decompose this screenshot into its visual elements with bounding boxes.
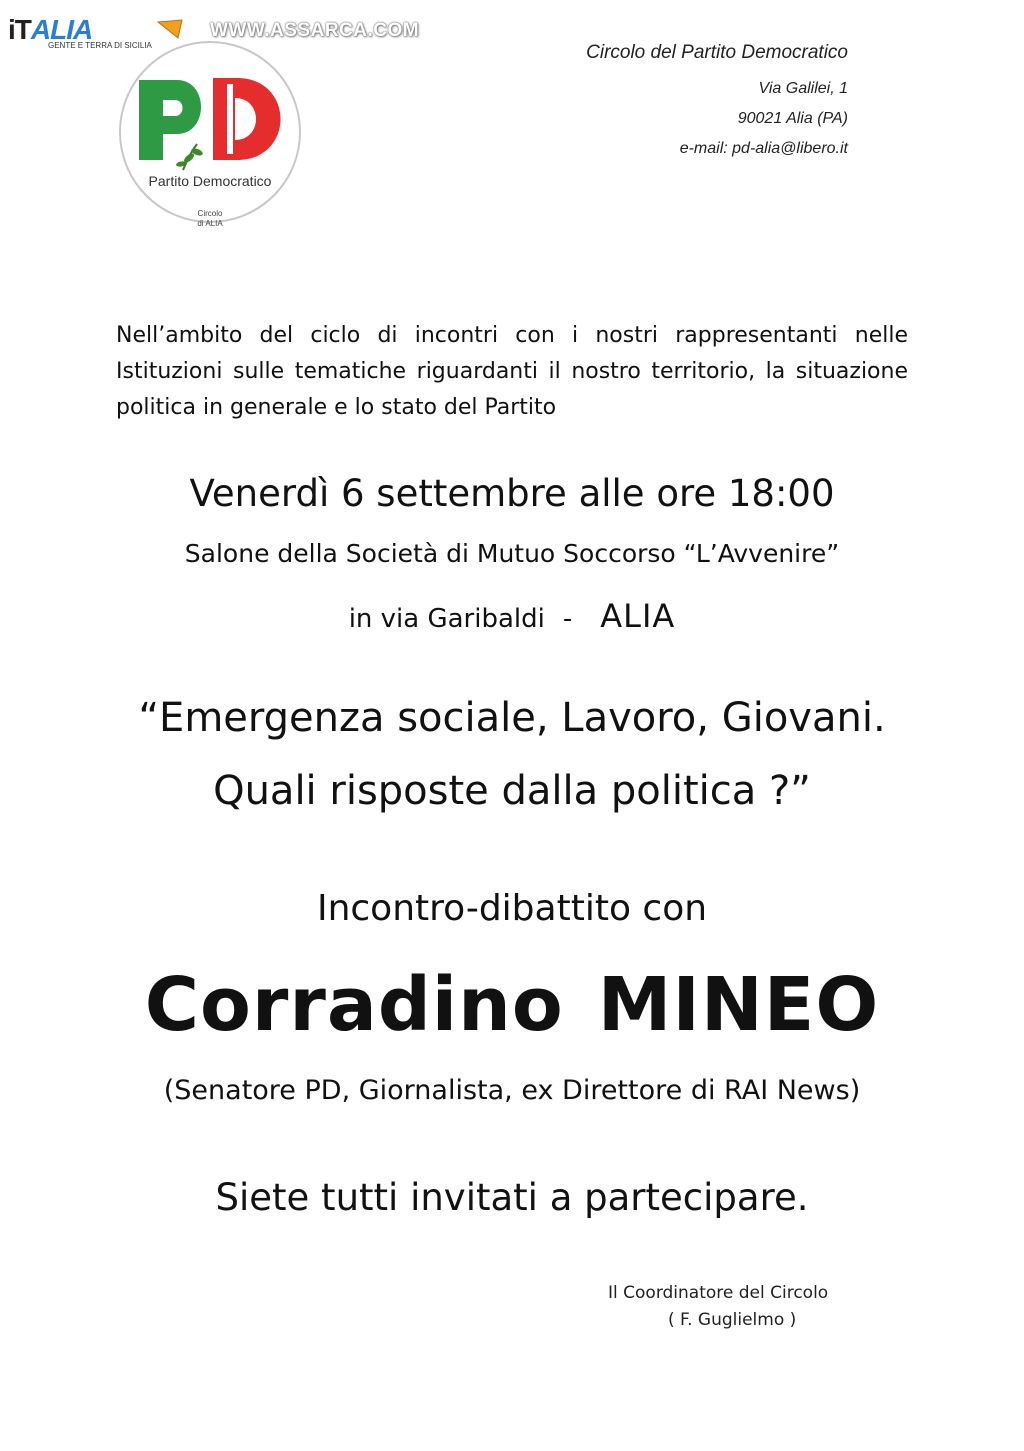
intro-paragraph: Nell’ambito del ciclo di incontri con i nostri rappresentanti nelle Istituzioni sulle tematiche riguardanti il nostro territorio, la situazione politica in generale e lo stato del Partito <box>116 323 908 420</box>
letterhead-org: Circolo del Partito Democratico <box>586 42 848 63</box>
invitation-text: Siete tutti invitati a partecipare. <box>215 1176 809 1219</box>
emblem-letter-d <box>213 78 281 160</box>
site-tagline: GENTE E TERRA DI SICILIA <box>48 41 152 50</box>
olive-branch-icon <box>176 144 204 170</box>
emblem-circolo-line1: Circolo <box>197 209 223 218</box>
emblem-circolo-line2: di ALIA <box>197 219 223 228</box>
meeting-label: Incontro-dibattito con <box>316 888 708 929</box>
letterhead-street: Via Galilei, 1 <box>758 80 848 97</box>
letterhead-city: 90021 Alia (PA) <box>737 110 848 127</box>
event-town: ALIA <box>600 597 676 635</box>
event-date-time: Venerdì 6 settembre alle ore 18:00 <box>189 472 835 515</box>
signature-block <box>608 1280 828 1334</box>
event-address <box>0 596 1024 639</box>
letterhead <box>586 40 848 164</box>
site-logo-it: iT <box>8 14 31 45</box>
theme-line-2: Quali risposte dalla politica ?” <box>213 768 811 814</box>
signature-name: ( F. Guglielmo ) <box>668 1310 797 1330</box>
theme-line-1: “Emergenza sociale, Lavoro, Giovani. <box>138 695 886 741</box>
speaker-first-name: Corradino <box>144 962 564 1048</box>
speaker-last-name: MINEO <box>597 962 880 1048</box>
emblem-letter-p <box>139 80 201 160</box>
site-url[interactable]: WWW.ASSARCA.COM <box>210 20 420 41</box>
event-separator: - <box>562 604 573 634</box>
sicily-map-icon <box>156 18 186 42</box>
speaker-name <box>0 960 1024 1050</box>
signature-title: Il Coordinatore del Circolo <box>608 1283 829 1303</box>
speaker-roles: (Senatore PD, Giornalista, ex Direttore di RAI News) <box>163 1075 861 1106</box>
letterhead-email[interactable]: e-mail: pd-alia@libero.it <box>679 140 848 157</box>
site-logo-alia: ALIA <box>30 14 93 45</box>
event-street: in via Garibaldi <box>348 604 545 634</box>
emblem-party-name: Partito Democratico <box>148 173 272 189</box>
event-venue: Salone della Società di Mutuo Soccorso “L’Avvenire” <box>184 539 840 568</box>
party-emblem <box>117 40 303 230</box>
